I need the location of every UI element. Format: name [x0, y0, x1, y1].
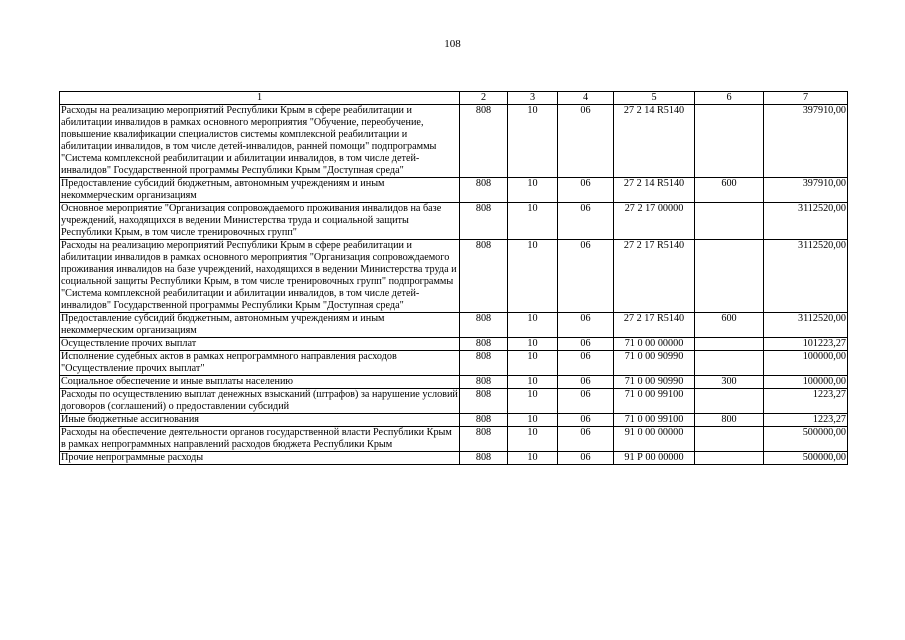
target-article-cell: 71 0 00 99100 [614, 414, 695, 427]
amount-cell: 3112520,00 [764, 313, 848, 338]
ministry-code-cell: 808 [460, 203, 508, 240]
ministry-code-cell: 808 [460, 376, 508, 389]
ministry-code-cell: 808 [460, 313, 508, 338]
section-cell: 10 [508, 452, 558, 465]
description-cell: Социальное обеспечение и иные выплаты населению [60, 376, 460, 389]
ministry-code-cell: 808 [460, 427, 508, 452]
section-cell: 10 [508, 203, 558, 240]
description-cell: Расходы на реализацию мероприятий Республики Крым в сфере реабилитации и абилитации инвалидов в рамках основного мероприятия "Обучение, переобучение, повышение квалификации специалистов системы комплексной реабилитации и абилитации инвалидов, в том числе детей-инвалидов, ранней помощи" подпрограммы "Система комплексной реабилитации и абилитации инвалидов, в том числе детей-инвалидов" Государственной программы Республики Крым "Доступная среда" [60, 105, 460, 178]
ministry-code-cell: 808 [460, 105, 508, 178]
description-cell: Расходы по осуществлению выплат денежных взысканий (штрафов) за нарушение условий договоров (соглашений) о предоставлении субсидий [61, 389, 458, 412]
section-cell: 10 [508, 414, 558, 427]
description-cell: Иные бюджетные ассигнования [60, 414, 460, 427]
ministry-code-cell: 808 [460, 178, 508, 203]
expense-type-cell [695, 240, 764, 313]
description-cell: Предоставление субсидий бюджетным, автономным учреждениям и иным некоммерческим организациям [60, 178, 460, 203]
description-cell: Осуществление прочих выплат [60, 338, 460, 351]
section-cell: 10 [508, 376, 558, 389]
target-article-cell: 71 0 00 00000 [614, 338, 695, 351]
amount-cell: 101223,27 [764, 338, 848, 351]
subsection-cell: 06 [558, 178, 614, 203]
description-cell: Расходы на реализацию мероприятий Республики Крым в сфере реабилитации и абилитации инвалидов в рамках основного мероприятия "Организация сопровождаемого проживания инвалидов на базе учреждений, находящихся в ведении Министерства труда и социальной защиты Республики Крым, в том числе тренировочных групп" подпрограммы "Система комплексной реабилитации и абилитации инвалидов, в том числе детей-инвалидов" Государственной программы Республики Крым "Доступная среда" [60, 240, 460, 313]
subsection-cell: 06 [558, 203, 614, 240]
section-cell: 10 [508, 178, 558, 203]
ministry-code-cell: 808 [460, 414, 508, 427]
table-row [60, 313, 848, 338]
amount-cell: 500000,00 [764, 452, 848, 465]
table-row [60, 338, 848, 351]
subsection-cell: 06 [558, 376, 614, 389]
section-cell: 10 [508, 313, 558, 338]
target-article-cell: 27 2 14 R5140 [614, 105, 695, 178]
table-row [60, 351, 848, 376]
description-cell: Исполнение судебных актов в рамках непрограммного направления расходов "Осуществление прочих выплат" [60, 351, 460, 376]
table-row [60, 178, 848, 203]
expense-type-cell [695, 338, 764, 351]
expense-type-cell: 600 [695, 178, 764, 203]
budget-table [59, 91, 848, 465]
section-cell: 10 [508, 389, 558, 414]
description-cell: Прочие непрограммные расходы [60, 452, 460, 465]
subsection-cell: 06 [558, 414, 614, 427]
ministry-code-cell: 808 [460, 338, 508, 351]
amount-cell: 1223,27 [764, 389, 848, 414]
expense-type-cell [695, 452, 764, 465]
section-cell: 10 [508, 105, 558, 178]
target-article-cell: 27 2 17 R5140 [614, 240, 695, 313]
expense-type-cell [695, 203, 764, 240]
subsection-cell: 06 [558, 240, 614, 313]
amount-cell: 397910,00 [764, 105, 848, 178]
col-header: 4 [558, 92, 614, 105]
section-cell: 10 [508, 240, 558, 313]
section-cell: 10 [508, 427, 558, 452]
subsection-cell: 06 [558, 105, 614, 178]
table-row [60, 376, 848, 389]
header-row [60, 92, 848, 105]
target-article-cell: 71 0 00 90990 [614, 376, 695, 389]
subsection-cell: 06 [558, 389, 614, 414]
target-article-cell: 27 2 17 00000 [614, 203, 695, 240]
expense-type-cell: 600 [695, 313, 764, 338]
subsection-cell: 06 [558, 427, 614, 452]
expense-type-cell: 800 [695, 414, 764, 427]
expense-type-cell [695, 105, 764, 178]
col-header: 5 [614, 92, 695, 105]
expense-type-cell: 300 [695, 376, 764, 389]
amount-cell: 3112520,00 [764, 240, 848, 313]
expense-type-cell [695, 389, 764, 414]
expense-type-cell [695, 351, 764, 376]
amount-cell: 100000,00 [764, 351, 848, 376]
table-row [60, 389, 848, 414]
subsection-cell: 06 [558, 452, 614, 465]
page-number: 108 [444, 38, 461, 50]
amount-cell: 397910,00 [764, 178, 848, 203]
amount-cell: 500000,00 [764, 427, 848, 452]
ministry-code-cell: 808 [460, 240, 508, 313]
section-cell: 10 [508, 338, 558, 351]
ministry-code-cell: 808 [460, 351, 508, 376]
subsection-cell: 06 [558, 338, 614, 351]
table-row [60, 414, 848, 427]
table-row [60, 203, 848, 240]
amount-cell: 3112520,00 [764, 203, 848, 240]
col-header: 3 [508, 92, 558, 105]
table-row [60, 240, 848, 313]
ministry-code-cell: 808 [460, 389, 508, 414]
target-article-cell: 27 2 14 R5140 [614, 178, 695, 203]
section-cell: 10 [508, 351, 558, 376]
table-row [60, 452, 848, 465]
subsection-cell: 06 [558, 313, 614, 338]
col-header: 7 [764, 92, 848, 105]
subsection-cell: 06 [558, 351, 614, 376]
target-article-cell: 71 0 00 99100 [614, 389, 695, 414]
col-header: 6 [695, 92, 764, 105]
description-cell: Основное мероприятие "Организация сопровождаемого проживания инвалидов на базе учреждений, находящихся в ведении Министерства труда и социальной защиты Республики Крым, в том числе тренировочных групп" [60, 203, 460, 240]
amount-cell: 100000,00 [764, 376, 848, 389]
description-cell: Предоставление субсидий бюджетным, автономным учреждениям и иным некоммерческим организациям [60, 313, 460, 338]
amount-cell: 1223,27 [764, 414, 848, 427]
ministry-code-cell: 808 [460, 452, 508, 465]
description-cell: Расходы на обеспечение деятельности органов государственной власти Республики Крым в рамках непрограммных направлений расходов бюджета Республики Крым [60, 427, 460, 452]
target-article-cell: 91 Р 00 00000 [614, 452, 695, 465]
table-row [60, 105, 848, 178]
col-header: 2 [460, 92, 508, 105]
target-article-cell: 27 2 17 R5140 [614, 313, 695, 338]
expense-type-cell [695, 427, 764, 452]
table-row [60, 427, 848, 452]
col-header: 1 [60, 92, 460, 105]
target-article-cell: 71 0 00 90990 [614, 351, 695, 376]
target-article-cell: 91 0 00 00000 [614, 427, 695, 452]
